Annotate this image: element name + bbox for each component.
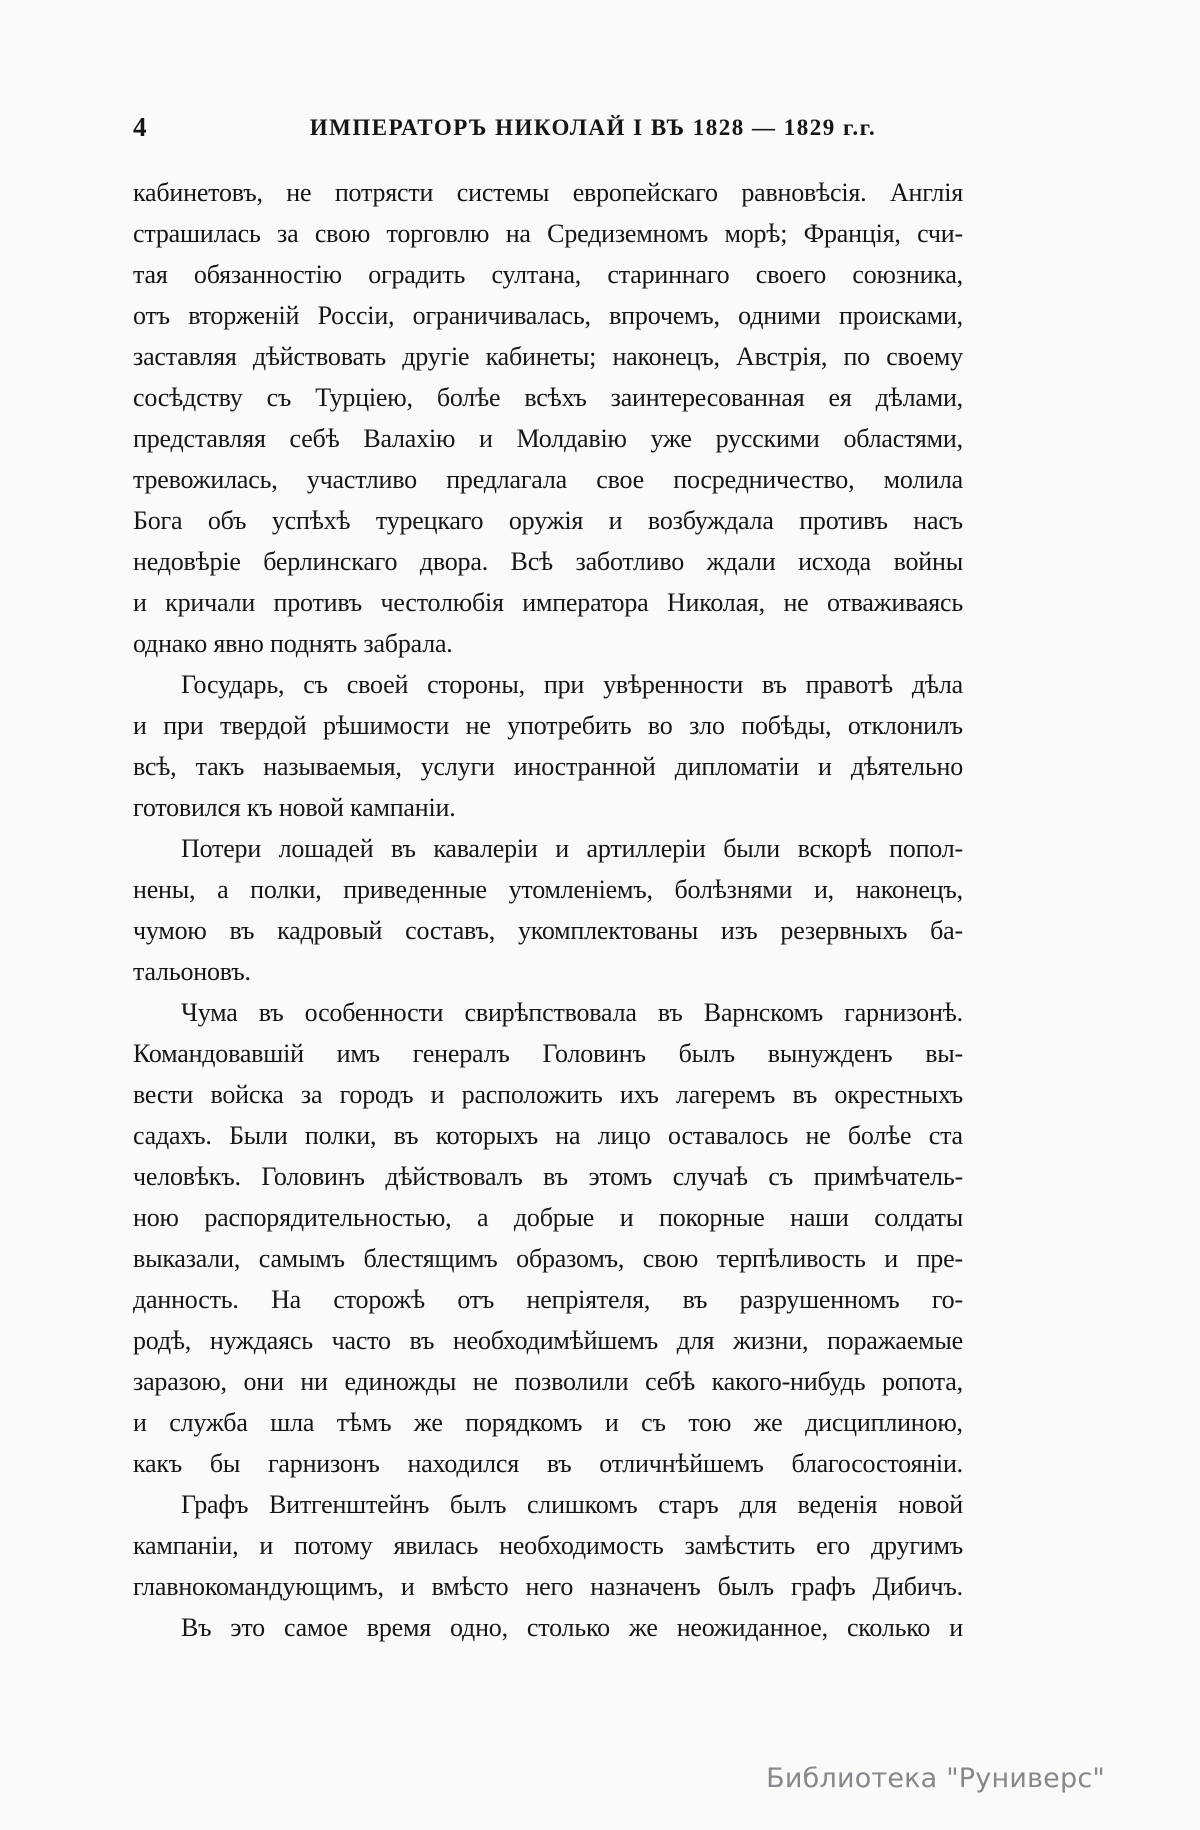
text-line: готовился къ новой кампаніи.: [133, 793, 456, 822]
library-watermark: Библиотека "Руниверс": [766, 1763, 1105, 1794]
text-line: тая обязанностію оградить султана, стариннаго своего союзника,: [133, 260, 963, 289]
text-line: заразою, они ни единожды не позволили себѣ какого-нибудь ропота,: [133, 1367, 963, 1396]
text-line: тревожилась, участливо предлагала свое посредничество, молила: [133, 465, 963, 494]
running-title: ИМПЕРАТОРЪ НИКОЛАЙ I ВЪ 1828 — 1829 г.г.: [309, 115, 877, 140]
text-line: человѣкъ. Головинъ дѣйствовалъ въ этомъ случаѣ съ примѣчатель-: [133, 1162, 963, 1191]
text-line: Графъ Витгенштейнъ былъ слишкомъ старъ для веденія новой: [181, 1490, 963, 1519]
running-head: [133, 112, 963, 146]
text-line: и кричали противъ честолюбія императора Николая, не отваживаясь: [133, 588, 963, 617]
text-line: представляя себѣ Валахію и Молдавію уже русскими областями,: [133, 424, 963, 453]
text-line: сосѣдству съ Турціею, болѣе всѣхъ заинтересованная ея дѣлами,: [133, 383, 963, 412]
text-line: и служба шла тѣмъ же порядкомъ и съ тою же дисциплиною,: [133, 1408, 963, 1437]
page-body: [133, 172, 963, 1648]
text-line: Потери лошадей въ кавалеріи и артиллеріи были вскорѣ попол-: [181, 834, 963, 863]
text-line: недовѣріе берлинскаго двора. Всѣ заботливо ждали исхода войны: [133, 547, 963, 576]
text-line: нены, а полки, приведенные утомленіемъ, болѣзнями и, наконецъ,: [133, 875, 963, 904]
text-line: и при твердой рѣшимости не употребить во зло побѣды, отклонилъ: [133, 711, 963, 740]
text-line: страшилась за свою торговлю на Средиземномъ морѣ; Франція, счи-: [133, 219, 963, 248]
text-line: однако явно поднять забрала.: [133, 629, 453, 658]
text-line: чумою въ кадровый составъ, укомплектованы изъ резервныхъ ба-: [133, 916, 963, 945]
text-line: данность. На сторожѣ отъ непріятеля, въ разрушенномъ го-: [133, 1285, 963, 1314]
text-line: главнокомандующимъ, и вмѣсто него назначенъ былъ графъ Дибичъ.: [133, 1572, 963, 1601]
text-line: Государь, съ своей стороны, при увѣренности въ правотѣ дѣла: [181, 670, 963, 699]
text-line: кабинетовъ, не потрясти системы европейскаго равновѣсія. Англія: [133, 178, 963, 207]
text-line: всѣ, такъ называемыя, услуги иностранной дипломатіи и дѣятельно: [133, 752, 963, 781]
text-line: Въ это самое время одно, столько же неожиданное, сколько и: [181, 1613, 963, 1642]
text-line: Командовавшій имъ генералъ Головинъ былъ вынужденъ вы-: [133, 1039, 963, 1068]
text-line: кампаніи, и потому явилась необходимость замѣстить его другимъ: [133, 1531, 963, 1560]
text-line: тальоновъ.: [133, 957, 251, 986]
text-line: отъ вторженій Россіи, ограничивалась, впрочемъ, одними происками,: [133, 301, 963, 330]
text-line: родѣ, нуждаясь часто въ необходимѣйшемъ для жизни, поражаемые: [133, 1326, 963, 1355]
text-line: Бога объ успѣхѣ турецкаго оружія и возбуждала противъ насъ: [133, 506, 963, 535]
text-line: выказали, самымъ блестящимъ образомъ, свою терпѣливость и пре-: [133, 1244, 963, 1273]
text-line: вести войска за городъ и расположить ихъ лагеремъ въ окрестныхъ: [133, 1080, 963, 1109]
text-line: ною распорядительностью, а добрые и покорные наши солдаты: [133, 1203, 963, 1232]
text-line: какъ бы гарнизонъ находился въ отличнѣйшемъ благосостояніи.: [133, 1449, 963, 1478]
page-number: 4: [133, 112, 147, 142]
text-line: заставляя дѣйствовать другіе кабинеты; наконецъ, Австрія, по своему: [133, 342, 963, 371]
text-line: Чума въ особенности свирѣпствовала въ Варнскомъ гарнизонѣ.: [181, 998, 963, 1027]
text-line: садахъ. Были полки, въ которыхъ на лицо оставалось не болѣе ста: [133, 1121, 963, 1150]
